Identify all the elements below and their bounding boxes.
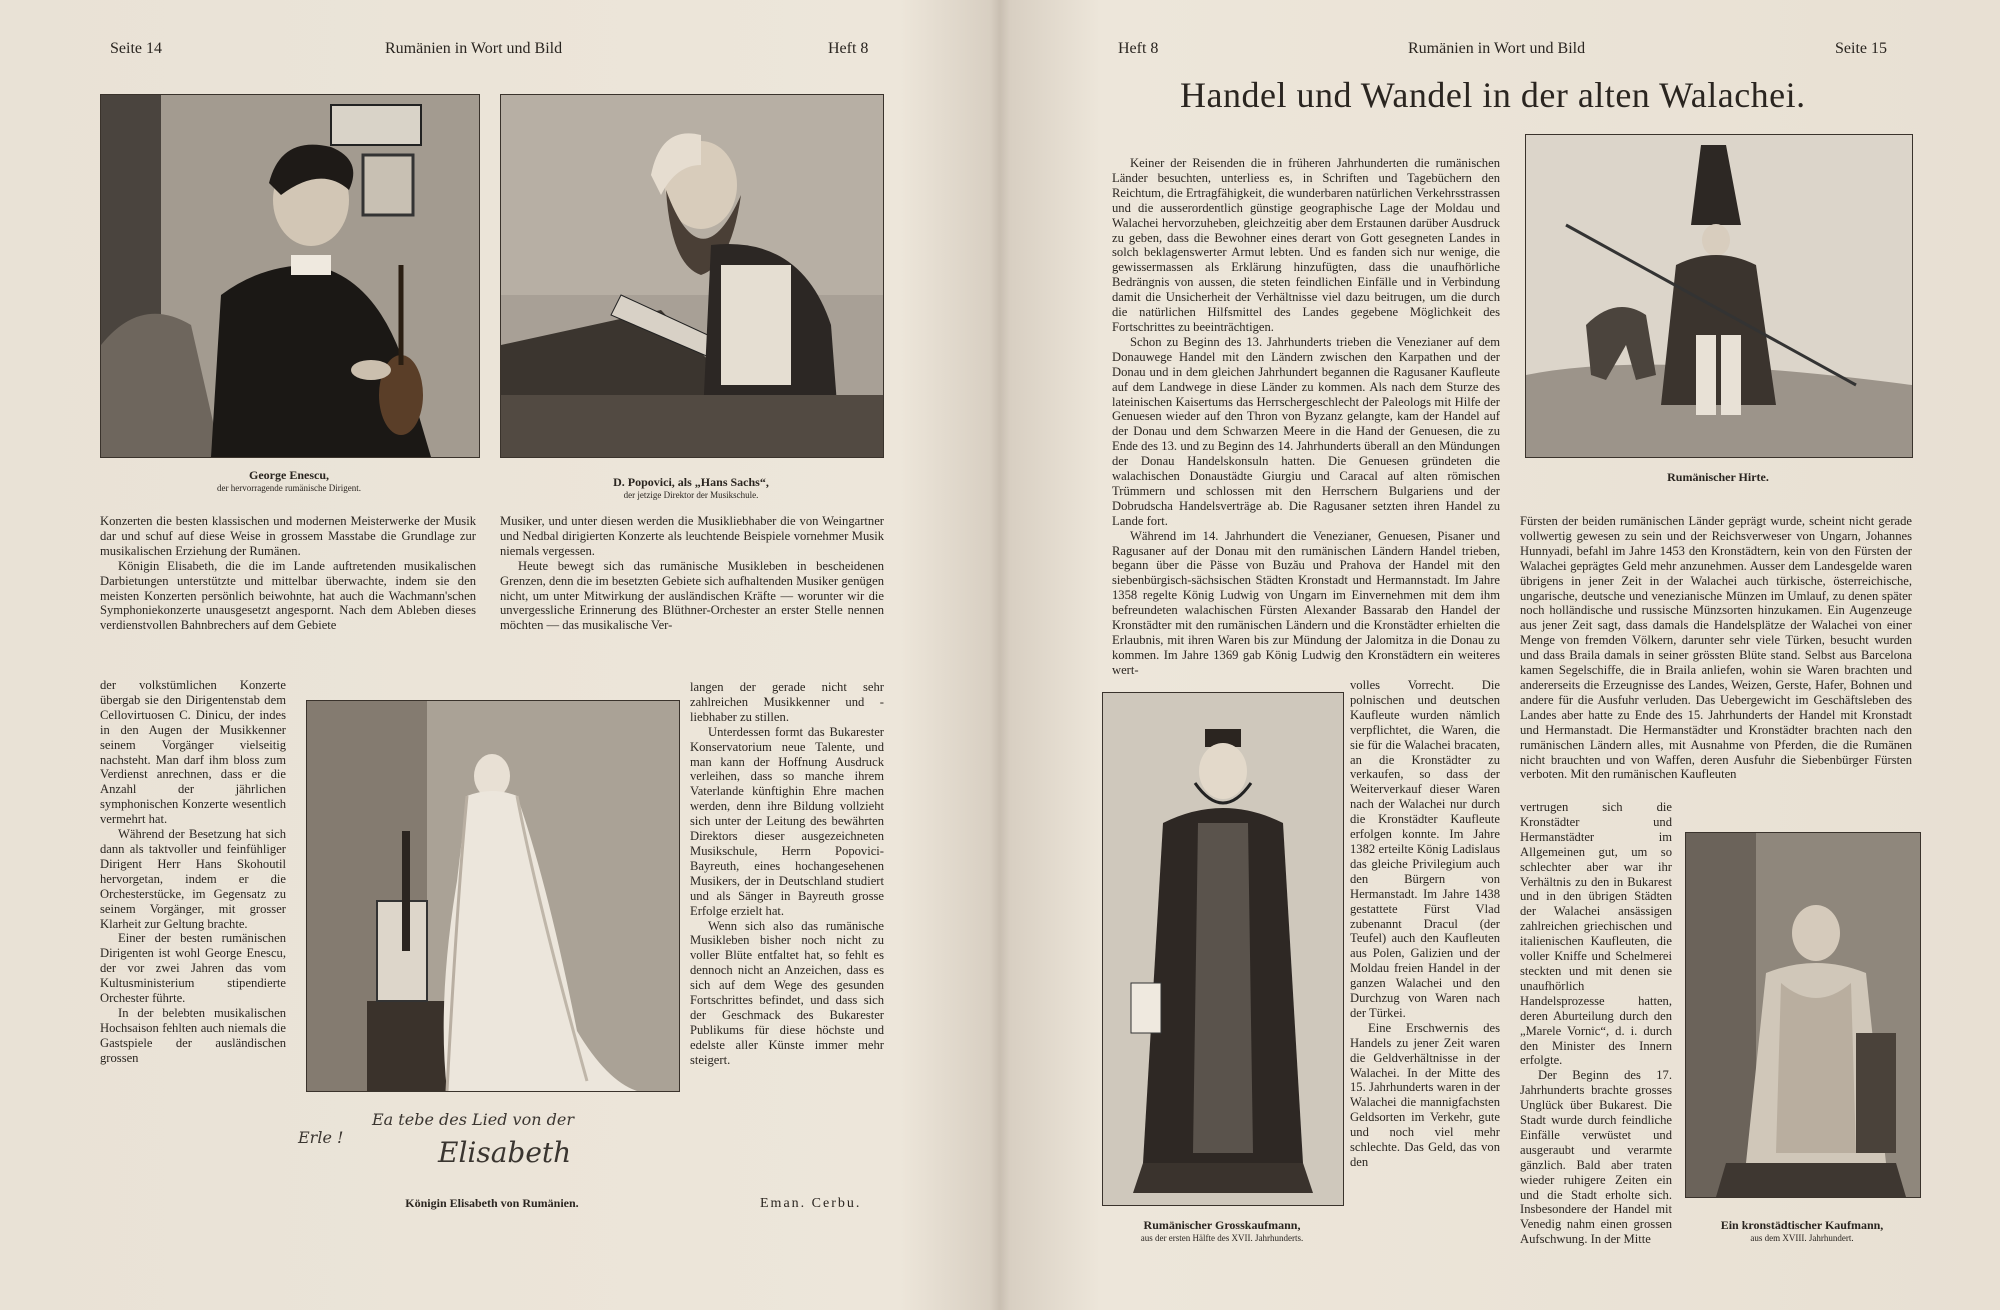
right-col2-para2: vertrugen sich die Kronstädter und Hermanstädter im Allgemeinen gut, um so schlechter aber war ihr Verhältnis zu den in Bukarest und in den übrigen Städten der Walachei ansässigen zahlreichen griechischen und italienischen Kaufleuten, die voller Kniffe und Schelmerei steckten und mit denen sie unaufhörlich Handelsprozesse hatten, deren Aburteilung durch den „Marele Vornic“, d. i. durch den Minister des Innern erfolgte. bbox=[1520, 800, 1672, 1068]
right-col1-narrow bbox=[1350, 678, 1500, 1170]
right-issue: Heft 8 bbox=[1118, 40, 1159, 57]
right-running-title: Rumänien in Wort und Bild bbox=[1408, 40, 1586, 57]
caption-popovici bbox=[500, 475, 882, 500]
left-col1-para4: Während der Besetzung hat sich dann als taktvoller und feinfühliger Dirigent Herr Hans Skohoutil hervorgetan, indem er die Orchesterstücke, im Gegensatz zu seinem Vorgänger, mit grosser Klarheit zur Geltung brachte. bbox=[100, 827, 286, 931]
signature-name: Elisabeth bbox=[438, 1136, 572, 1169]
left-col1-para5: Einer der besten rumänischen Dirigenten ist wohl George Enescu, der vor zwei Jahren das vom Kultusministerium stipendierte Orchester führte. bbox=[100, 931, 286, 1006]
left-page bbox=[0, 0, 995, 1310]
caption-grosskaufmann-title: Rumänischer Grosskaufmann, bbox=[1143, 1218, 1301, 1232]
right-col1-para2: Schon zu Beginn des 13. Jahrhunderts trieben die Venezianer auf dem Donauwege Handel mit den Ländern zwischen den Karpathen und der Donau und in dem gleichen Jahrhundert begannen die Ragusaner Kaufleute auf dem Landwege in diese Länder zu kommen. Als nach dem Sturze des lateinischen Kaisertums das Herrschergeschlecht der Paleologs mit Hilfe der Genuesen wieder auf den Thron von Byzanz gelangte, kam der Handel auf der Donau und dem Schwarzen Meere in die Hand der Genuesen, die zu Ende des 13. und zu Beginn des 14. Jahrhunderts überall an den Mündungen der Donau Handelskonsuln hatten. Die Genuesen gründeten die walachischen Donaustädte Giurgiu und Caracal auf alten römischen Trümmern und schlossen mit den Herrschern Bulgariens und der Dobrudscha Handelsverträge ab. Die Ragusaner setzten ihren Handel zu Lande fort. bbox=[1112, 334, 1500, 528]
caption-hirte bbox=[1525, 470, 1911, 485]
caption-enescu bbox=[100, 468, 478, 493]
left-col2-para2: Heute bewegt sich das rumänische Musikleben in bescheidenen Grenzen, denn die im besetzten Gebiete sich aufhaltenden Musiker genügen nicht, um unter Mitwirkung der ausländischen Kräfte — worunter wir die unvergessliche Erinnerung des Blüthner-Orchester an erster Stelle nennen möchten — das musikalische Ver- bbox=[500, 558, 884, 633]
right-col1-para3: Während im 14. Jahrhundert die Venezianer, Genuesen, Pisaner und Ragusaner auf der Donau mit den rumänischen Ländern Handel trieben, begann über die Pässe von Buzău und Prahova der Handel mit den siebenbürgisch-sächsischen Städten Kronstadt und Hermannstadt. Im Jahre 1358 regelte König Ludwig von Ungarn im Einvernehmen mit dem ihm befreundeten walachischen Fürsten Alexander Bassarab den Handel der Kronstädter mit den rumänischen Ländern und die Kronstädter erhielten die Erlaubnis, mit ihren Waren bis zur Mündung der Jalomitza in die Donau zu kommen. Im Jahre 1369 gab König Ludwig den Kronstädtern ein weiteres wert- bbox=[1112, 528, 1500, 677]
popovici-photo-image bbox=[501, 95, 883, 457]
caption-elisabeth bbox=[306, 1196, 678, 1211]
caption-elisabeth-title: Königin Elisabeth von Rumänien. bbox=[405, 1196, 579, 1210]
photo-queen-elisabeth bbox=[306, 700, 680, 1092]
left-issue: Heft 8 bbox=[828, 40, 869, 57]
left-running-title: Rumänien in Wort und Bild bbox=[385, 40, 563, 57]
photo-popovici-hans-sachs bbox=[500, 94, 884, 458]
right-col2-top bbox=[1520, 514, 1912, 782]
kronstaedter-image bbox=[1686, 833, 1920, 1197]
left-col2-para4: Unterdessen formt das Bukarester Konservatorium neue Talente, und man kann der Hoffnung Ausdruck verleihen, dass so manche ihrem Vaterlande künftighin Ehre machen werden, denn ihre Bildung vollzieht sich unter der Leitung des bewährten Direktors dieser ausgezeichneten Musikschule, Herrn Popovici-Bayreuth, eines hochangesehenen Musikers, der in Deutschland studiert und als Sänger in Bayreuth grosse Erfolge erzielt hat. bbox=[690, 724, 884, 918]
left-col1-para2: Königin Elisabeth, die die im Lande auftretenden musikalischen Darbietungen unterstützte und mittelbar überwachte, indem sie den meisten Konzerten persönlich beiwohnte, hat auch die Wachmann'schen Symphoniekonzerte unausgesetzt angespornt. Nach dem Ableben dieses verdienstvollen Bahnbrechers auf dem Gebiete bbox=[100, 558, 476, 633]
photo-hirte bbox=[1525, 134, 1913, 458]
grosskaufmann-image bbox=[1103, 693, 1343, 1205]
caption-enescu-title: George Enescu, bbox=[249, 468, 329, 482]
caption-kronstaedter bbox=[1675, 1218, 1929, 1243]
caption-enescu-sub: der hervorragende rumänische Dirigent. bbox=[217, 483, 361, 493]
article-title: Handel und Wandel in der alten Walachei. bbox=[1180, 75, 1806, 115]
left-col1-top bbox=[100, 514, 476, 633]
right-col1-top bbox=[1112, 156, 1500, 678]
right-page bbox=[1005, 0, 2000, 1310]
left-col2-top bbox=[500, 514, 884, 633]
caption-popovici-sub: der jetzige Direktor der Musikschule. bbox=[623, 490, 759, 500]
photo-grosskaufmann bbox=[1102, 692, 1344, 1206]
left-col2-narrow bbox=[690, 680, 884, 1068]
caption-grosskaufmann bbox=[1090, 1218, 1354, 1243]
author-signature: Eman. Cerbu. bbox=[760, 1196, 862, 1211]
caption-popovici-title: D. Popovici, als „Hans Sachs“, bbox=[613, 475, 769, 489]
right-col2-para1: Fürsten der beiden rumänischen Länder geprägt wurde, scheint nicht gerade vollwertig gewesen zu sein und der Reichsverweser von Ungarn, Johannes Hunnyadi, befahl im Jahre 1453 den Kronstädtern, kein von den Fürsten der Walachei geprägtes Geld mehr anzunehmen. Ausser dem Landesgelde waren übrigens in jener Zeit in der Walachei auch türkische, österreichische, ungarische, deutsche und venezianische Münzen im Umlauf, zu denen später noch holländische und russische Münzsorten hinzukamen. Ein Augenzeuge aus jener Zeit sagt, dass damals die Handelsplätze der Walachei von einer Menge von fremden Völkern, darunter sehr viele Türken, besucht wurden und dass Braila damals in seiner grössten Blüte stand. Selbst aus Barcelona kamen Segelschiffe, die in Braila anliefen, wohin sie Waren brachten und andererseits die Erzeugnisse des Landes, Weizen, Gerste, Hafer, Bohnen und andere für die Ausfuhr verluden. Das Uebergewicht im Geschäftsleben des Landes aber hatte zu Ende des 15. Jahrhunderts der Handel mit Kronstadt und Hermanstadt. Die Hermanstädter und Kronstädter brachten nach den rumänischen Ländern alles, mit Ausnahme von Pferden, die die Rumänen nicht brauchten und von Waffen, deren Ausfuhr die Siebenbürger Fürsten verboten. Mit den rumänischen Kaufleuten bbox=[1520, 514, 1912, 782]
caption-hirte-title: Rumänischer Hirte. bbox=[1667, 470, 1769, 484]
left-col1-narrow bbox=[100, 678, 286, 1066]
right-col1-para5: Eine Erschwernis des Handels zu jener Zeit waren die Geldverhältnisse in der Walachei. In der Mitte des 15. Jahrhunderts waren in der Walachei die mannigfachsten Geldsorten im Verkehr, gute und noch viel mehr schlechte. Das Geld, das von den bbox=[1350, 1020, 1500, 1169]
right-col1-para1: Keiner der Reisenden die in früheren Jahrhunderten die rumänischen Länder besuchten, unterliess es, in Schriften und Tagebüchern den Reichtum, die Ertragfähigkeit, die wunderbaren natürlichen Verkehrsstrassen und die ausserordentlich günstige geographische Lage der Moldau und Walachei hervorzuheben, gleichzeitig aber dem Erstaunen darüber Ausdruck zu geben, dass die Bewohner eines derart von Gott gesegneten Landes in solch beklagenswerter Armut lebten. Und es fanden sich nur wenige, die gewissermassen als Erklärung hinzufügten, dass die unaufhörliche Bedrängnis von aussen, die steten feindlichen Einfälle und in Verbindung damit die Unsicherheit der Verhältnisse viel dazu beitrugen, um die durch die natürlichen Hilfsmittel des Landes gegebene Möglichkeit des Fortschrittes zu beeinträchtigen. bbox=[1112, 156, 1500, 334]
caption-kronstaedter-title: Ein kronstädtischer Kaufmann, bbox=[1720, 1218, 1884, 1232]
left-col1-para3: der volkstümlichen Konzerte übergab sie den Dirigentenstab dem Cellovirtuosen C. Dinicu, der indes in den Augen der Musikkenner seinem Vorgänger vielseitig nachsteht. Man darf ihm bloss zum Verdienst anrechnen, dass er die Anzahl der jährlichen symphonischen Konzerte wesentlich vermehrt hat. bbox=[100, 678, 286, 827]
left-col2-para5: Wenn sich also das rumänische Musikleben bisher noch nicht zu voller Blüte entfaltet hat, so fehlt es dennoch nicht an Anzeichen, dass es sich auf dem Wege des gesunden Fortschrittes befindet, und dass sich der Geschmack des Bukarester Publikums für diese höchste und edelste aller Künste immer mehr steigert. bbox=[690, 918, 884, 1067]
caption-kronstaedter-sub: aus dem XVIII. Jahrhundert. bbox=[1750, 1233, 1854, 1243]
right-col2-narrow bbox=[1520, 800, 1672, 1247]
elisabeth-photo-image bbox=[307, 701, 679, 1091]
photo-kronstaedter-kaufmann bbox=[1685, 832, 1921, 1198]
right-page-number: Seite 15 bbox=[1835, 40, 1887, 57]
hirte-image bbox=[1526, 135, 1912, 457]
enescu-photo-image bbox=[101, 95, 479, 457]
photo-george-enescu bbox=[100, 94, 480, 458]
left-col1-para6: In der belebten musikalischen Hochsaison fehlten auch niemals die Gastspiele der ausländischen grossen bbox=[100, 1005, 286, 1065]
right-col1-para4: volles Vorrecht. Die polnischen und deutschen Kaufleute wurden nämlich verpflichtet, die Waren, die sie für die Walachei bracaten, an die Kronstädter zu verkaufen, so dass der Weiterverkauf dieser Waren nach der Walachei nur durch die Kronstädter Kaufleute erfolgen konnte. Im Jahre 1382 erteilte König Ladislaus das gleiche Privilegium auch den Bürgern von Hermanstadt. Im Jahre 1438 gestattete Fürst Vlad zubenannt Dracul (der Teufel) auch den Kaufleuten aus Polen, Galizien und der Moldau freien Handel in der ganzen Walachei und den Durchzug von Waren nach der Türkei. bbox=[1350, 678, 1500, 1020]
caption-grosskaufmann-sub: aus der ersten Hälfte des XVII. Jahrhunderts. bbox=[1140, 1233, 1304, 1243]
signature-line1: Ea tebe des Lied von der bbox=[372, 1110, 574, 1129]
left-page-number: Seite 14 bbox=[110, 40, 162, 57]
left-col2-para3: langen der gerade nicht sehr zahlreichen Musikkenner und -liebhaber zu stillen. bbox=[690, 680, 884, 724]
right-col2-para3: Der Beginn des 17. Jahrhunderts brachte grosses Unglück über Bukarest. Die Stadt wurde durch feindliche Einfälle verwüstet und ausgeraubt und verarmte gänzlich. Bald aber traten wieder ruhigere Zeiten ein und die Stadt erholte sich. Insbesondere der Handel mit Venedig nahm einen grossen Aufschwung. In der Mitte bbox=[1520, 1068, 1672, 1247]
left-col2-para1: Musiker, und unter diesen werden die Musikliebhaber die von Weingartner und Nedbal dirigierten Konzerte als leuchtende Beispiele vornehmer Musik niemals vergessen. bbox=[500, 514, 884, 558]
signature-line-prefix: Erle ! bbox=[298, 1128, 344, 1147]
left-col1-para1: Konzerten die besten klassischen und modernen Meisterwerke der Musik dar und schuf auf diese Weise in grossem Masstabe die Grundlage zur musikalischen Erziehung der Rumänen. bbox=[100, 514, 476, 558]
